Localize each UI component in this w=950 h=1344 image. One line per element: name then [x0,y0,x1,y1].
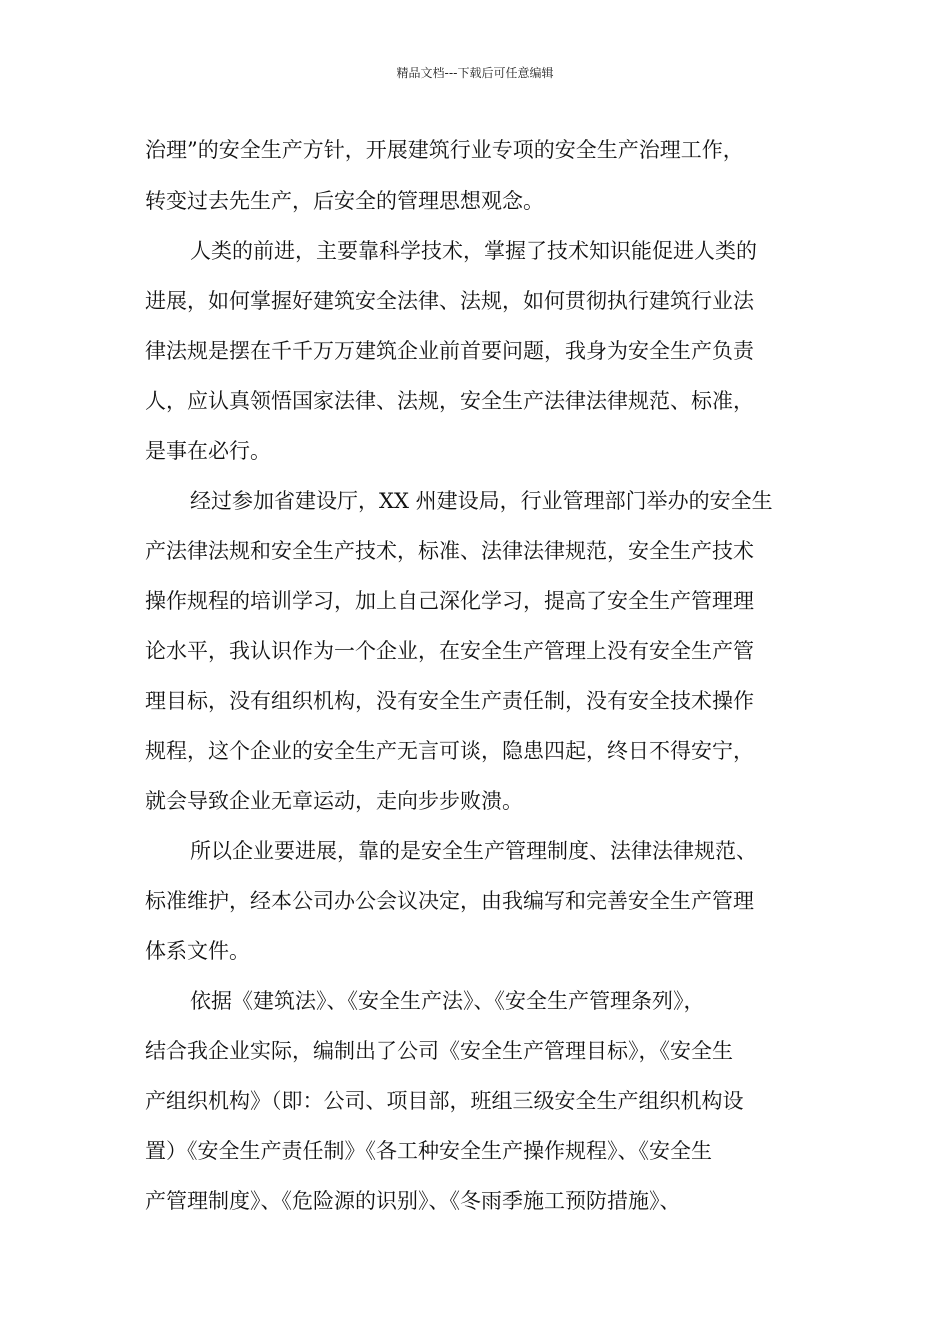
text-line: 经过参加省建设厅，XX 州建设局，行业管理部门举办的安全生 [190,489,773,513]
text-line: 标准维护，经本公司办公会议决定，由我编写和完善安全生产管理 [145,889,754,913]
text-line: 产管理制度》、《危险源的识别》、《冬雨季施工预防措施》、 [145,1189,681,1213]
text-line: 律法规是摆在千千万万建筑企业前首要问题，我身为安全生产负责 [145,339,754,363]
text-line: 人，应认真领悟国家法律、法规，安全生产法律法律规范、标准， [145,389,754,413]
text-line: 论水平，我认识作为一个企业，在安全生产管理上没有安全生产管 [145,639,754,663]
text-line: 置）《安全生产责任制》《各工种安全生产操作规程》、《安全生 [145,1139,712,1163]
text-line: 产组织机构》（即：公司、项目部，班组三级安全生产组织机构设 [145,1089,744,1113]
text-line: 是事在必行。 [145,439,271,463]
text-line: 转变过去先生产，后安全的管理思想观念。 [145,189,544,213]
text-line: 所以企业要进展，靠的是安全生产管理制度、法律法律规范、 [190,839,757,863]
text-line: 结合我企业实际，编制出了公司《安全生产管理目标》，《安全生 [145,1039,733,1063]
page-header: 精品文档---下载后可任意编辑 [396,66,554,80]
text-line: 理目标，没有组织机构，没有安全生产责任制，没有安全技术操作 [145,689,754,713]
text-line: 治理”的安全生产方针，开展建筑行业专项的安全生产治理工作， [145,138,744,162]
text-line: 规程，这个企业的安全生产无言可谈，隐患四起，终日不得安宁， [145,739,754,763]
text-line: 体系文件。 [145,939,250,963]
text-line: 就会导致企业无章运动，走向步步败溃。 [145,789,523,813]
text-line: 操作规程的培训学习，加上自己深化学习，提高了安全生产管理理 [145,589,754,613]
text-line: 人类的前进，主要靠科学技术，掌握了技术知识能促进人类的 [190,239,757,263]
text-line: 依据《建筑法》、《安全生产法》、《安全生产管理条列》， [190,989,705,1013]
text-line: 产法律法规和安全生产技术，标准、法律法律规范，安全生产技术 [145,539,754,563]
text-line: 进展，如何掌握好建筑安全法律、法规，如何贯彻执行建筑行业法 [145,289,754,313]
